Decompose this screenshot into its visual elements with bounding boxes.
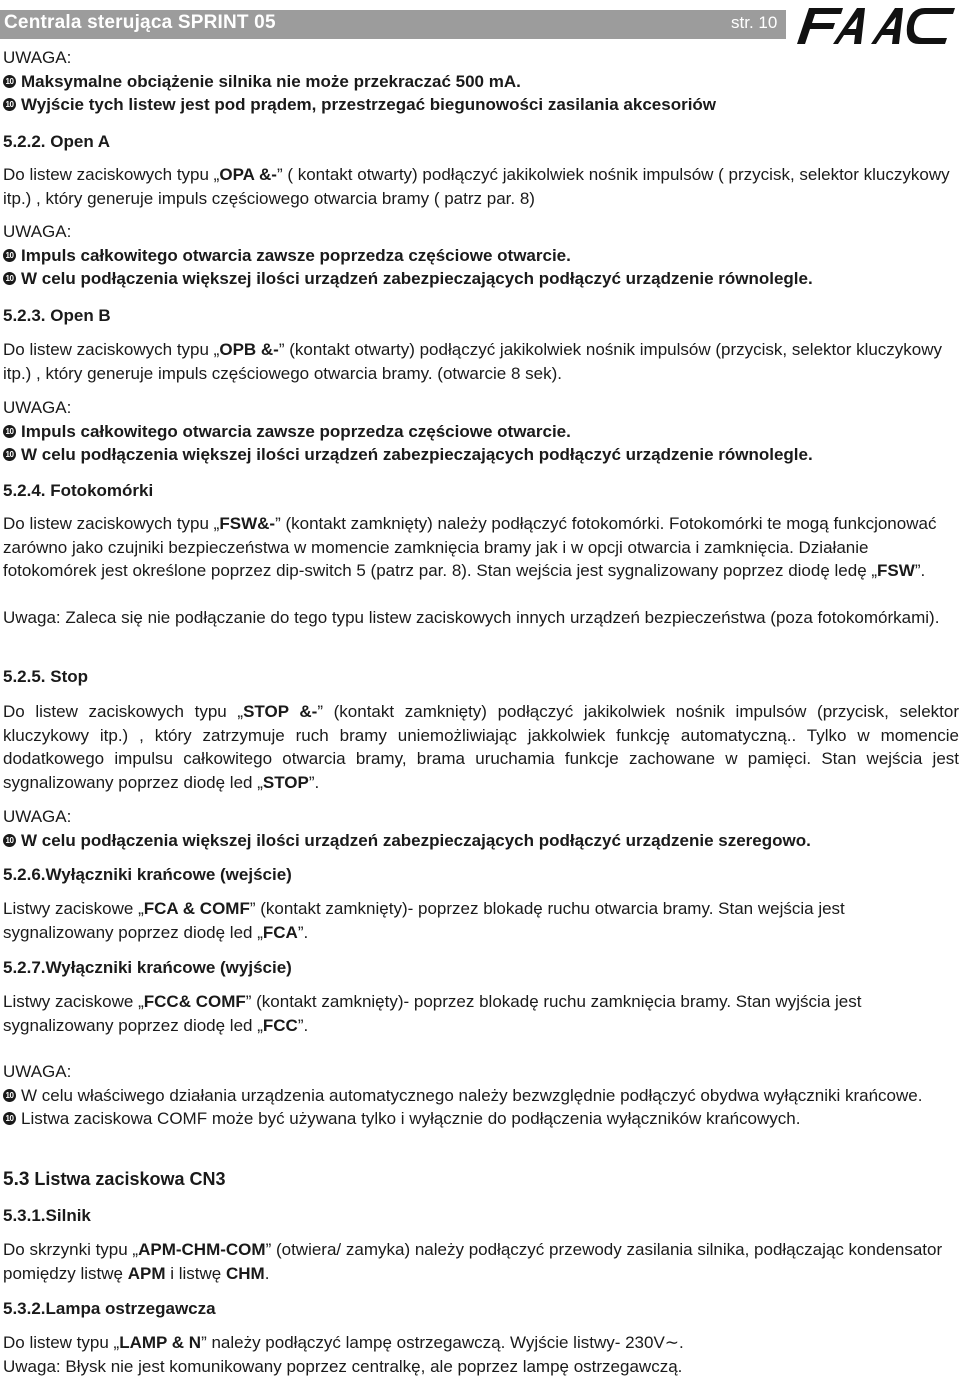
note-label: UWAGA: [3,1062,72,1081]
section-heading-open-b: 5.2.3. Open B [3,306,111,325]
bullet-icon: 10 [3,1089,16,1102]
note-item: 10 W celu właściwego działania urządzenia automatycznego należy bezwzględnie podłączyć obydwa wyłączniki krańcowe. [3,1084,959,1108]
faac-logo [795,4,957,46]
section-heading-limit-out: 5.2.7.Wyłączniki krańcowe (wyjście) [3,958,292,977]
note-item: 10 Maksymalne obciążenie silnika nie może przekraczać 500 mA. [3,70,959,94]
note-block-limit [3,1060,959,1131]
note-label: UWAGA: [3,398,72,417]
note-label: UWAGA: [3,807,72,826]
paragraph-motor: Do skrzynki typu „APM-CHM-COM” (otwiera/ zamyka) należy podłączyć przewody zasilania silnika, podłączając kondensator pomiędzy listwę APM i listwę CHM. [3,1240,943,1283]
note-item: 10 W celu podłączenia większej ilości urządzeń zabezpieczających podłączyć urządzenie równolegle. [3,267,959,291]
paragraph-open-b: Do listew zaciskowych typu „OPB &-” (kontakt otwarty) podłączyć jakikolwiek nośnik impulsów (przycisk, selektor kluczykowy itp.) , który generuje impuls częściowego otwarcia bramy. (otwarcie 8 sek). [3,340,943,383]
section-heading-limit-in: 5.2.6.Wyłączniki krańcowe (wejście) [3,865,292,884]
paragraph-limit-out: Listwy zaciskowe „FCC& COMF” (kontakt zamknięty)- poprzez blokadę ruchu zamknięcia bramy. Stan wyjścia jest sygnalizowany poprzez diodę led „FCC”. [3,992,862,1035]
paragraph-stop: Do listew zaciskowych typu „STOP &-” (kontakt zamknięty) podłączyć jakikolwiek nośnik impulsów (przycisk, selektor kluczykowy itp.) , który zatrzymuje ruch bramy uniemożliwiając jakkolwiek funkcję automatyczną.. Tylko w momencie dodatkowego impulsu całkowitego otwarcia bramy, brama uruchamia funkcje zachowane w pamięci. Stan wejścia jest sygnalizowany poprzez diodę led „STOP”. [3,702,959,792]
note-item: 10 Wyjście tych listew jest pod prądem, przestrzegać biegunowości zasilania akcesoriów [3,93,959,117]
bullet-icon: 10 [3,272,16,285]
paragraph-open-a: Do listew zaciskowych typu „OPA &-” ( kontakt otwarty) podłączyć jakikolwiek nośnik impulsów ( przycisk, selektor kluczykowy itp.) , który generuje impuls częściowego otwarcia bramy ( patrz par. 8) [3,165,950,208]
section-heading-open-a: 5.2.2. Open A [3,132,111,151]
section-heading-fotokomorki: 5.2.4. Fotokomórki [3,481,154,500]
paragraph-fotokomorki-note: Uwaga: Zaleca się nie podłączanie do tego typu listew zaciskowych innych urządzeń bezpieczeństwa (poza fotokomórkami). [3,608,940,627]
paragraph-fotokomorki: Do listew zaciskowych typu „FSW&-” (kontakt zamknięty) należy podłączyć fotokomórki. Fotokomórki te mogą funkcjonować zarówno jako czujniki bezpieczeństwa w momencie zamknięcia bramy jak i w opcji otwarcia i zamknięcia. Działanie fotokomórek jest określone poprzez dip-switch 5 (patrz par. 8). Stan wejścia jest sygnalizowany poprzez diodę ledę „FSW”. [3,514,937,580]
section-heading-stop: 5.2.5. Stop [3,667,89,686]
note-item: 10 W celu podłączenia większej ilości urządzeń zabezpieczających podłączyć urządzenie szeregowo. [3,829,959,853]
note-label: UWAGA: [3,48,72,67]
note-item: 10 W celu podłączenia większej ilości urządzeń zabezpieczających podłączyć urządzenie równolegle. [3,443,959,467]
note-block-stop [3,805,959,852]
paragraph-lamp: Do listew typu „LAMP & N” należy podłączyć lampę ostrzegawczą. Wyjście listwy- 230V∼. Uwaga: Błysk nie jest komunikowany poprzez centralkę, ale poprzez lampę ostrzegawczą. [3,1331,959,1378]
bullet-icon: 10 [3,98,16,111]
bullet-icon: 10 [3,448,16,461]
section-heading-lamp: 5.3.2.Lampa ostrzegawcza [3,1299,216,1318]
bullet-icon: 10 [3,249,16,262]
document-title: Centrala sterująca SPRINT 05 [4,12,276,33]
bullet-icon: 10 [3,425,16,438]
bullet-icon: 10 [3,1112,16,1125]
note-item: 10 Impuls całkowitego otwarcia zawsze poprzedza częściowe otwarcie. [3,420,959,444]
note-label: UWAGA: [3,222,72,241]
bullet-icon: 10 [3,75,16,88]
note-item: 10 Listwa zaciskowa COMF może być używana tylko i wyłącznie do podłączenia wyłączników krańcowych. [3,1107,959,1131]
section-heading-cn3: 5.3 Listwa zaciskowa CN3 [3,1169,226,1190]
note-block-open-b [3,396,959,467]
bullet-icon: 10 [3,834,16,847]
note-block-open-a [3,220,959,291]
section-heading-motor: 5.3.1.Silnik [3,1206,91,1225]
note-item: 10 Impuls całkowitego otwarcia zawsze poprzedza częściowe otwarcie. [3,244,959,268]
page-number: str. 10 [731,13,778,32]
paragraph-lamp-note: Uwaga: Błysk nie jest komunikowany poprzez centralkę, ale poprzez lampę ostrzegawczą. [3,1356,683,1376]
paragraph-limit-in: Listwy zaciskowe „FCA & COMF” (kontakt zamknięty)- poprzez blokadę ruchu otwarcia bramy. Stan wejścia jest sygnalizowany poprzez diodę led „FCA”. [3,899,845,942]
note-block-load [3,46,959,117]
